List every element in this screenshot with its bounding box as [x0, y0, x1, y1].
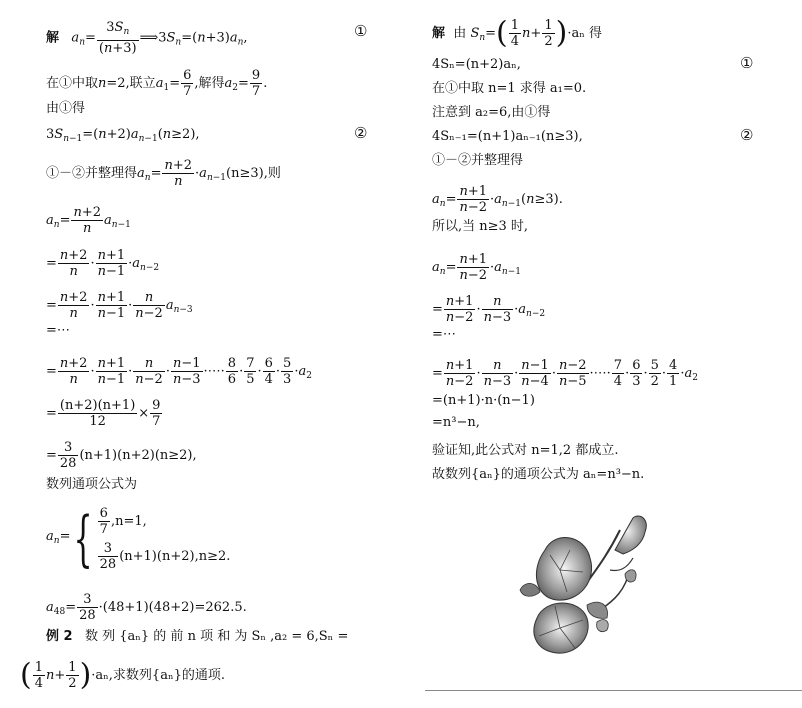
right-line-2: 4Sₙ=(n+2)aₙ,	[432, 57, 521, 72]
solution-line-5: ①－②并整理得$a_n=$ $\frac{n+2}{n}$ $\cdot a_{n-1}(n\ge 3)$,则	[46, 158, 281, 189]
right-line-4: 注意到 a₂=6,由①得	[432, 105, 551, 120]
right-equation-marker-1: ①	[740, 54, 754, 72]
morning-glory-flower-illustration	[515, 510, 655, 660]
chain-line-6: = $\frac{3}{28}$ (n+1)(n+2)(n≥2),	[46, 440, 197, 471]
right-line-6: ①－②并整理得	[432, 153, 524, 168]
right-chain-4: =(n+1)·n·(n−1)	[432, 393, 535, 408]
solution-line-4: $3S_{n-1}=(n+2)a_{n-1}(n\ge 2)$,	[46, 127, 200, 144]
right-line-3: 在①中取 n=1 求得 a₁=0.	[432, 81, 587, 96]
right-chain-1: $a_n=$ $\frac{n+1}{n-2}$ $\cdot a_{n-1}$	[432, 252, 521, 283]
chain-line-2: = $\frac{n+2}{n}$ · $\frac{n+1}{n-1}$ $\cdot a_{n-2}$	[46, 248, 160, 279]
right-line-conclusion: 故数列{aₙ}的通项公式为 aₙ=n³−n.	[432, 467, 645, 482]
right-chain-dots: =⋯	[432, 327, 456, 342]
general-term-heading: 数列通项公式为	[46, 477, 138, 492]
equation-marker-2: ②	[354, 124, 368, 142]
solution-label: 解	[46, 30, 60, 46]
right-chain-2: = $\frac{n+1}{n-2}$ · $\frac{n}{n-3}$ $\cdot a_{n-2}$	[432, 294, 546, 325]
right-line-verify: 验证知,此公式对 n=1,2 都成立.	[432, 443, 619, 458]
example-2-line-2: ( $\frac{1}{4}$ n+ $\frac{1}{2}$ )·aₙ,求数列{aₙ}的通项.	[20, 657, 225, 693]
page-bottom-rule	[425, 690, 802, 691]
solution-line-2: 在①中取n=2,联立$a_1=$ $\frac{6}{7}$ ,解得$a_2=$ $\frac{9}{7}$ .	[46, 68, 268, 99]
chain-line-1: $a_n=$ $\frac{n+2}{n}$ $a_{n-1}$	[46, 205, 131, 236]
piecewise-formula: $a_n=${ $\frac{6}{7}$ ,n=1, $\frac{3}{28}$ (n+1)(n+2),n≥2.	[46, 504, 231, 574]
equation-marker-1: ①	[354, 22, 368, 40]
right-solution-label: 解	[432, 26, 446, 41]
chain-line-5: = $\frac{(n+2)(n+1)}{12}$ × $\frac{9}{7}$	[46, 398, 161, 429]
right-line-7: $a_n=$ $\frac{n+1}{n-2}$ $\cdot a_{n-1}(n\ge 3)$.	[432, 184, 563, 215]
right-chain-5: =n³−n,	[432, 415, 480, 430]
right-equation-marker-2: ②	[740, 126, 754, 144]
right-line-8: 所以,当 n≥3 时,	[432, 219, 529, 234]
a48-line: $a_{48}=$ $\frac{3}{28}$ ·(48+1)(48+2)=262.5.	[46, 592, 247, 623]
right-line-5: 4Sₙ₋₁=(n+1)aₙ₋₁(n≥3),	[432, 129, 583, 144]
example-2-line-1: 例 2 数 列 {aₙ} 的 前 n 项 和 为 Sₙ ,a₂ = 6,Sₙ =	[46, 629, 349, 644]
solution-line-1: 解 $a_n=$ $\frac{3S_n}{(n+3)}$ $⟹3S_n=(n+3)a_n$,	[46, 20, 248, 56]
chain-line-4: = $\frac{n+2}{n}$ · $\frac{n+1}{n-1}$ · $\frac{n}{n-2}$ · $\frac{n-1}{n-3}$ ·⋯· $\frac{8}{6}$ · $\frac{7}{5}$ · $\frac{6}{4}$ · $\frac{5}{3}$ $\cdot a_2$	[46, 356, 312, 387]
right-chain-3: = $\frac{n+1}{n-2}$ · $\frac{n}{n-3}$ · $\frac{n-1}{n-4}$ · $\frac{n-2}{n-5}$ ·⋯· $\frac{7}{4}$ · $\frac{6}{3}$ · $\frac{5}{2}$ · $\frac{4}{1}$ $\cdot a_2$	[432, 358, 698, 389]
solution-line-3: 由①得	[46, 101, 86, 116]
chain-dots: =⋯	[46, 323, 70, 338]
right-solution-line-1: 解 由 $S_n=$( $\frac{1}{4}$ n+ $\frac{1}{2}$ )·aₙ 得	[432, 15, 602, 51]
chain-line-3: = $\frac{n+2}{n}$ · $\frac{n+1}{n-1}$ · $\frac{n}{n-2}$ $a_{n-3}$	[46, 290, 193, 321]
example-label: 例 2	[46, 629, 73, 644]
